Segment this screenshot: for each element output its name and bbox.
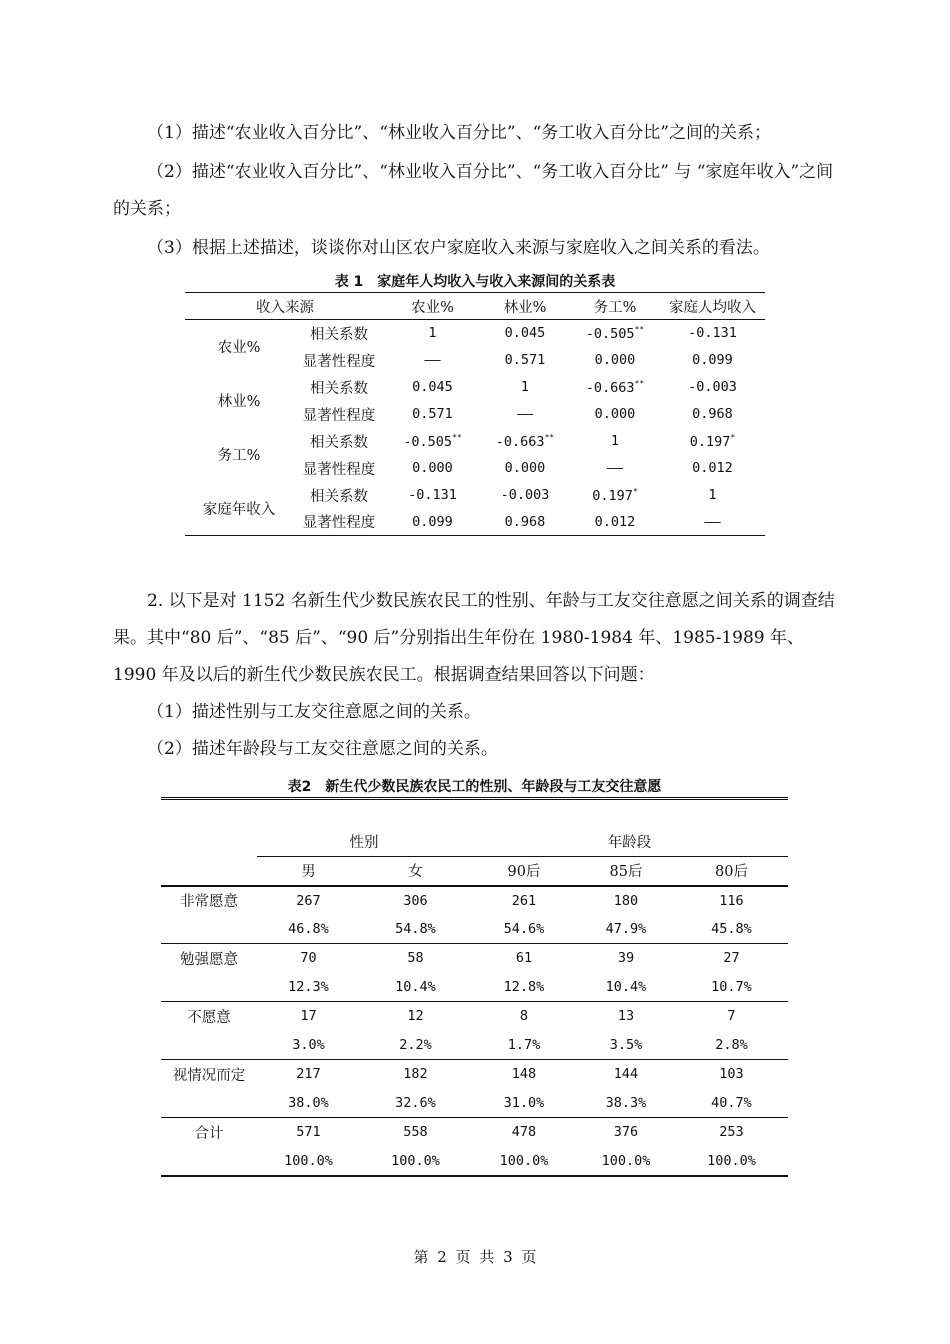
question-2-intro: 2. 以下是对 1152 名新生代少数民族农民工的性别、年龄与工友交往意愿之间关系的调查结果。其中“80 后”、“85 后”、“90 后”分别指出生年份在 1980-1984 年、1985-1989 年、1990 年及以后的新生代少数民族农民工。根据调查结果回答以下问题： <box>113 591 835 685</box>
table-cell <box>480 509 570 536</box>
cell-value: —— <box>424 352 441 368</box>
question-1-item-2: （2）描述“农业收入百分比”、“林业收入百分比”、“务工收入百分比” 与 “家庭年收入”之间的关系； <box>113 162 834 219</box>
header-household-income: 家庭人均收入 <box>669 299 756 316</box>
percent-cell: 1.7% <box>507 1036 541 1053</box>
table-1-caption: 表 1 家庭年人均收入与收入来源间的关系表 <box>334 274 616 290</box>
cell-value: —— <box>704 513 721 530</box>
sub-header-90s: 90后 <box>507 864 541 881</box>
sub-header-male: 男 <box>301 864 316 881</box>
row-label: 不愿意 <box>187 1009 231 1026</box>
table-cell <box>570 455 660 482</box>
table-cell <box>660 455 765 482</box>
table-2-caption: 表2 新生代少数民族农民工的性别、年龄段与工友交往意愿 <box>287 779 662 795</box>
row-label: 视情况而定 <box>172 1067 246 1084</box>
table-cell <box>480 428 570 455</box>
count-cell: 180 <box>613 892 639 909</box>
table-cell <box>660 320 765 347</box>
table-cell <box>570 509 660 536</box>
header-labor: 务工% <box>593 299 637 316</box>
count-cell: 306 <box>403 892 428 909</box>
header-income-source: 收入来源 <box>256 299 314 316</box>
significance-mark: ** <box>634 324 645 334</box>
cell-value: 0.000 <box>594 406 636 422</box>
percent-cell: 3.0% <box>292 1036 325 1053</box>
stat-label: 显著性程度 <box>302 407 376 424</box>
table-cell <box>570 482 660 509</box>
cell-value: -0.131 <box>688 325 737 342</box>
cell-value: 0.571 <box>504 352 546 368</box>
cell-value: 1 <box>708 487 717 503</box>
count-cell: 13 <box>617 1008 635 1025</box>
table-cell <box>480 401 570 428</box>
count-cell: 17 <box>300 1008 317 1025</box>
count-cell: 7 <box>727 1008 736 1025</box>
count-cell: 61 <box>515 950 533 967</box>
cell-value: 0.045 <box>412 379 453 395</box>
table-cell <box>385 374 480 401</box>
percent-cell: 32.6% <box>395 1094 436 1111</box>
cell-value: -0.131 <box>408 487 457 503</box>
count-cell: 478 <box>511 1124 537 1141</box>
count-cell: 8 <box>519 1008 529 1025</box>
percent-cell: 100.0% <box>284 1152 333 1169</box>
table-cell <box>385 347 480 374</box>
stat-label: 显著性程度 <box>302 515 376 532</box>
significance-mark: ** <box>452 432 462 442</box>
table-cell <box>480 455 570 482</box>
row-group-label: 林业% <box>217 394 261 410</box>
question-2-item-1: （1）描述性别与工友交往意愿之间的关系。 <box>147 702 481 722</box>
percent-cell: 38.0% <box>288 1094 329 1111</box>
cell-value: 1 <box>610 433 620 449</box>
percent-cell: 54.8% <box>395 920 436 937</box>
sub-header-row <box>161 857 788 886</box>
stat-label: 相关系数 <box>310 488 368 505</box>
count-cell: 116 <box>719 892 744 909</box>
percent-cell: 10.4% <box>395 978 436 995</box>
stat-label: 相关系数 <box>310 326 368 343</box>
cell-value: 0.099 <box>412 513 453 530</box>
table-cell <box>385 482 480 509</box>
percent-cell: 12.8% <box>503 978 545 995</box>
percent-cell: 47.9% <box>605 920 647 937</box>
table-cell <box>570 374 660 401</box>
cell-value: -0.663 <box>495 433 545 450</box>
count-cell: 12 <box>407 1008 424 1025</box>
percent-cell: 100.0% <box>499 1152 549 1169</box>
count-cell: 267 <box>296 892 321 909</box>
stat-label: 显著性程度 <box>302 353 376 370</box>
row-label: 勉强愿意 <box>180 951 238 968</box>
percent-cell: 2.8% <box>715 1036 748 1053</box>
significance-mark: ** <box>544 432 555 442</box>
cell-value: 0.000 <box>412 460 453 476</box>
cell-value: 0.571 <box>412 406 453 422</box>
table-cell <box>660 401 765 428</box>
cell-value: 1 <box>428 325 437 342</box>
significance-mark: * <box>730 432 736 442</box>
table-cell <box>660 374 765 401</box>
row-group-label: 家庭年收入 <box>202 501 276 518</box>
stat-label: 相关系数 <box>310 434 368 451</box>
count-cell: 27 <box>723 950 740 967</box>
percent-cell: 38.3% <box>605 1094 647 1111</box>
sub-header-female: 女 <box>408 864 423 881</box>
table-row <box>185 320 765 347</box>
count-cell: 182 <box>403 1066 428 1083</box>
cell-value: 1 <box>520 379 530 395</box>
cell-value: 0.012 <box>692 460 733 476</box>
cell-value: 0.197 <box>689 433 731 450</box>
cell-value: 0.000 <box>504 460 546 476</box>
cell-value: 0.197 <box>592 487 633 504</box>
header-forestry: 林业% <box>503 299 547 316</box>
table-cell <box>480 320 570 347</box>
stat-label: 相关系数 <box>310 380 368 397</box>
sub-header-85s: 85后 <box>609 864 643 881</box>
percent-cell: 3.5% <box>609 1036 643 1053</box>
percent-cell: 54.6% <box>503 920 545 937</box>
table-cell <box>570 401 660 428</box>
row-label: 合计 <box>194 1125 224 1142</box>
count-row <box>161 1002 788 1031</box>
count-cell: 571 <box>296 1124 321 1141</box>
count-cell: 261 <box>511 892 537 909</box>
percent-cell: 31.0% <box>503 1094 545 1111</box>
correlation-table <box>185 292 765 536</box>
cell-value: 0.045 <box>504 325 546 342</box>
group-header-gender: 性别 <box>257 828 471 857</box>
cell-value: -0.003 <box>500 487 550 503</box>
group-header-age: 年龄段 <box>471 828 788 857</box>
count-cell: 217 <box>296 1066 321 1083</box>
cell-value: -0.003 <box>688 379 737 395</box>
cell-value: -0.663 <box>585 379 635 396</box>
cell-value: 0.968 <box>692 406 733 422</box>
table-row <box>185 428 765 455</box>
percent-cell: 100.0% <box>391 1152 440 1169</box>
percent-cell: 40.7% <box>711 1094 752 1111</box>
table-cell <box>660 347 765 374</box>
willingness-table <box>161 797 788 1177</box>
significance-mark: * <box>632 486 638 496</box>
correlation-table-body <box>185 320 765 536</box>
percent-row <box>161 1089 788 1118</box>
cell-value: —— <box>606 460 624 476</box>
group-header-row <box>161 828 788 857</box>
count-cell: 558 <box>403 1124 428 1141</box>
percent-cell: 10.7% <box>711 978 752 995</box>
table-cell <box>570 347 660 374</box>
percent-cell: 45.8% <box>711 920 752 937</box>
count-row <box>161 944 788 973</box>
table-cell <box>570 320 660 347</box>
percent-cell: 46.8% <box>288 920 329 937</box>
table-cell <box>385 455 480 482</box>
count-row <box>161 1060 788 1089</box>
percent-cell: 10.4% <box>605 978 647 995</box>
table-cell <box>660 509 765 536</box>
row-group-label: 务工% <box>217 448 261 464</box>
table-cell <box>480 347 570 374</box>
count-cell: 253 <box>719 1124 744 1141</box>
count-row <box>161 886 788 915</box>
count-cell: 144 <box>613 1066 639 1083</box>
percent-cell: 100.0% <box>601 1152 651 1169</box>
table-cell <box>480 374 570 401</box>
cell-value: 0.012 <box>594 513 636 530</box>
willingness-table-body <box>161 799 788 1176</box>
cell-value: -0.505 <box>585 325 635 342</box>
count-cell: 148 <box>511 1066 537 1083</box>
table-row <box>185 482 765 509</box>
percent-row <box>161 915 788 944</box>
table-cell <box>385 401 480 428</box>
cell-value: —— <box>516 406 534 422</box>
percent-cell: 12.3% <box>288 978 329 995</box>
table-cell <box>480 482 570 509</box>
percent-row <box>161 1147 788 1176</box>
cell-value: 0.000 <box>594 352 636 368</box>
count-cell: 70 <box>300 950 317 967</box>
table-cell <box>385 428 480 455</box>
stat-label: 显著性程度 <box>302 461 376 478</box>
table-header-row <box>185 293 765 320</box>
percent-cell: 100.0% <box>707 1152 756 1169</box>
significance-mark: ** <box>634 378 645 388</box>
table-cell <box>570 428 660 455</box>
page-footer: 第 2 页 共 3 页 <box>413 1248 537 1266</box>
table-cell <box>660 482 765 509</box>
count-cell: 103 <box>719 1066 744 1083</box>
count-row <box>161 1118 788 1147</box>
table-cell <box>660 428 765 455</box>
percent-row <box>161 1031 788 1060</box>
table-row <box>185 374 765 401</box>
table-cell <box>385 320 480 347</box>
question-2-item-2: （2）描述年龄段与工友交往意愿之间的关系。 <box>147 739 498 759</box>
cell-value: 0.099 <box>692 352 733 368</box>
percent-cell: 2.2% <box>399 1036 432 1053</box>
sub-header-80s: 80后 <box>715 864 748 881</box>
table-cell <box>385 509 480 536</box>
question-1-item-3: （3）根据上述描述，谈谈你对山区农户家庭收入来源与家庭收入之间关系的看法。 <box>147 238 770 258</box>
cell-value: 0.968 <box>504 513 546 530</box>
count-cell: 376 <box>613 1124 639 1141</box>
count-cell: 58 <box>407 950 424 967</box>
count-cell: 39 <box>617 950 635 967</box>
row-group-label: 农业% <box>217 340 261 357</box>
row-label: 非常愿意 <box>180 894 238 910</box>
header-agriculture: 农业% <box>411 299 454 316</box>
cell-value: -0.505 <box>403 433 453 450</box>
percent-row <box>161 973 788 1002</box>
question-1-item-1: （1）描述“农业收入百分比”、“林业收入百分比”、“务工收入百分比”之间的关系； <box>147 123 771 143</box>
